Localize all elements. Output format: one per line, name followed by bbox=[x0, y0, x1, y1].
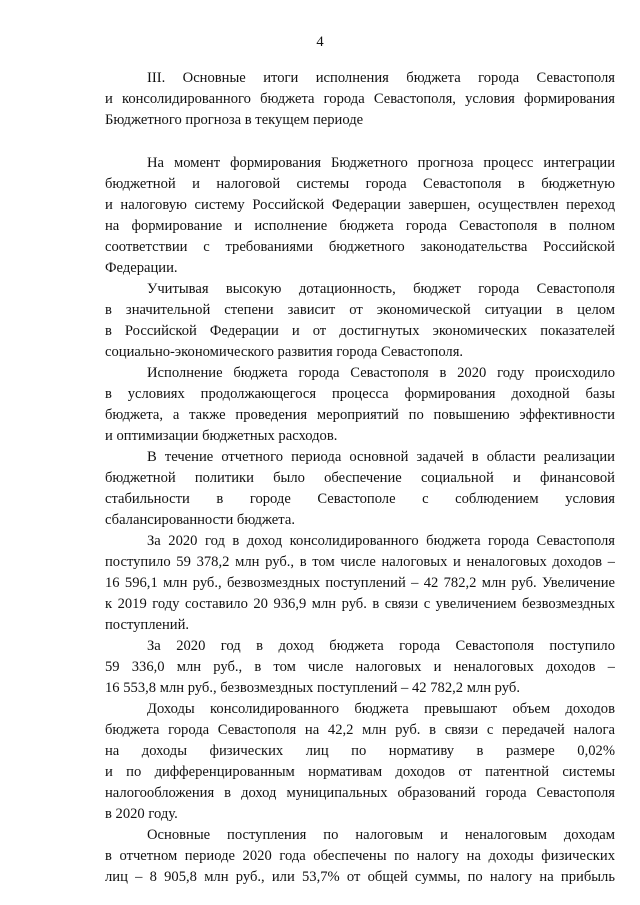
paragraph-line: поступило 59 378,2 млн руб., в том числе налоговых и неналоговых доходов – bbox=[105, 554, 615, 570]
paragraph-line: в 2020 году. bbox=[105, 806, 178, 822]
paragraph-line: соответствии с требованиями бюджетного законодательства Российской bbox=[105, 239, 615, 255]
paragraph-line: поступлений. bbox=[105, 617, 190, 633]
paragraph-line: и налоговую систему Российской Федерации завершен, осуществлен переход bbox=[105, 197, 615, 213]
section-heading-line-1: III. Основные итоги исполнения бюджета города Севастополя bbox=[147, 70, 615, 86]
paragraph-line: социально-экономического развития города Севастополя. bbox=[105, 344, 464, 360]
paragraph-line: в отчетном периоде 2020 года обеспечены по налогу на доходы физических bbox=[105, 848, 615, 864]
paragraph-line: За 2020 год в доход консолидированного бюджета города Севастополя bbox=[147, 533, 615, 549]
paragraph-line: бюджета города Севастополя на 42,2 млн руб. в связи с передачей налога bbox=[105, 722, 615, 738]
paragraph-line: к 2019 году составило 20 936,9 млн руб. в связи с увеличением безвозмездных bbox=[105, 596, 615, 612]
paragraph-line: и по дифференцированным нормативам доходов от патентной системы bbox=[105, 764, 615, 780]
paragraph-line: 16 596,1 млн руб., безвозмездных поступлений – 42 782,2 млн руб. Увеличение bbox=[105, 575, 615, 591]
paragraph-line: в значительной степени зависит от экономической ситуации в целом bbox=[105, 302, 615, 318]
paragraph-line: Доходы консолидированного бюджета превышают объем доходов bbox=[147, 701, 615, 717]
paragraph-line: в Российской Федерации и от достигнутых экономических показателей bbox=[105, 323, 615, 339]
paragraph-line: За 2020 год в доход бюджета города Севастополя поступило bbox=[147, 638, 615, 654]
paragraph-line: на доходы физических лиц по нормативу в размере 0,02% bbox=[105, 743, 615, 759]
paragraph-line: бюджета, а также проведения мероприятий по повышению эффективности bbox=[105, 407, 615, 423]
paragraph-line: лиц – 8 905,8 млн руб., или 53,7% от общей суммы, по налогу на прибыль bbox=[105, 869, 615, 885]
page-number: 4 bbox=[316, 34, 324, 50]
paragraph-line: Основные поступления по налоговым и неналоговым доходам bbox=[147, 827, 615, 843]
paragraph-line: 59 336,0 млн руб., в том числе налоговых и неналоговых доходов – bbox=[105, 659, 615, 675]
paragraph-line: На момент формирования Бюджетного прогноза процесс интеграции bbox=[147, 155, 615, 171]
paragraph-line: бюджетной и налоговой системы города Севастополя в бюджетную bbox=[105, 176, 615, 192]
paragraph-line: 16 553,8 млн руб., безвозмездных поступлений – 42 782,2 млн руб. bbox=[105, 680, 520, 696]
paragraph-line: В течение отчетного периода основной задачей в области реализации bbox=[147, 449, 615, 465]
paragraph-line: стабильности в городе Севастополе с соблюдением условия bbox=[105, 491, 615, 507]
paragraph-line: Федерации. bbox=[105, 260, 178, 276]
paragraph-line: сбалансированности бюджета. bbox=[105, 512, 295, 528]
paragraph-line: Учитывая высокую дотационность, бюджет города Севастополя bbox=[147, 281, 615, 297]
section-heading-line-3: Бюджетного прогноза в текущем периоде bbox=[105, 112, 364, 128]
paragraph-line: налогообложения в доход муниципальных образований города Севастополя bbox=[105, 785, 615, 801]
paragraph-line: и оптимизации бюджетных расходов. bbox=[105, 428, 338, 444]
paragraph-line: на формирование и исполнение бюджета города Севастополя в полном bbox=[105, 218, 615, 234]
paragraph-line: Исполнение бюджета города Севастополя в 2020 году происходило bbox=[147, 365, 615, 381]
paragraph-line: в условиях продолжающегося процесса формирования доходной базы bbox=[105, 386, 615, 402]
paragraph-line: бюджетной политики было обеспечение социальной и финансовой bbox=[105, 470, 615, 486]
section-heading-line-2: и консолидированного бюджета города Севастополя, условия формирования bbox=[105, 91, 615, 107]
